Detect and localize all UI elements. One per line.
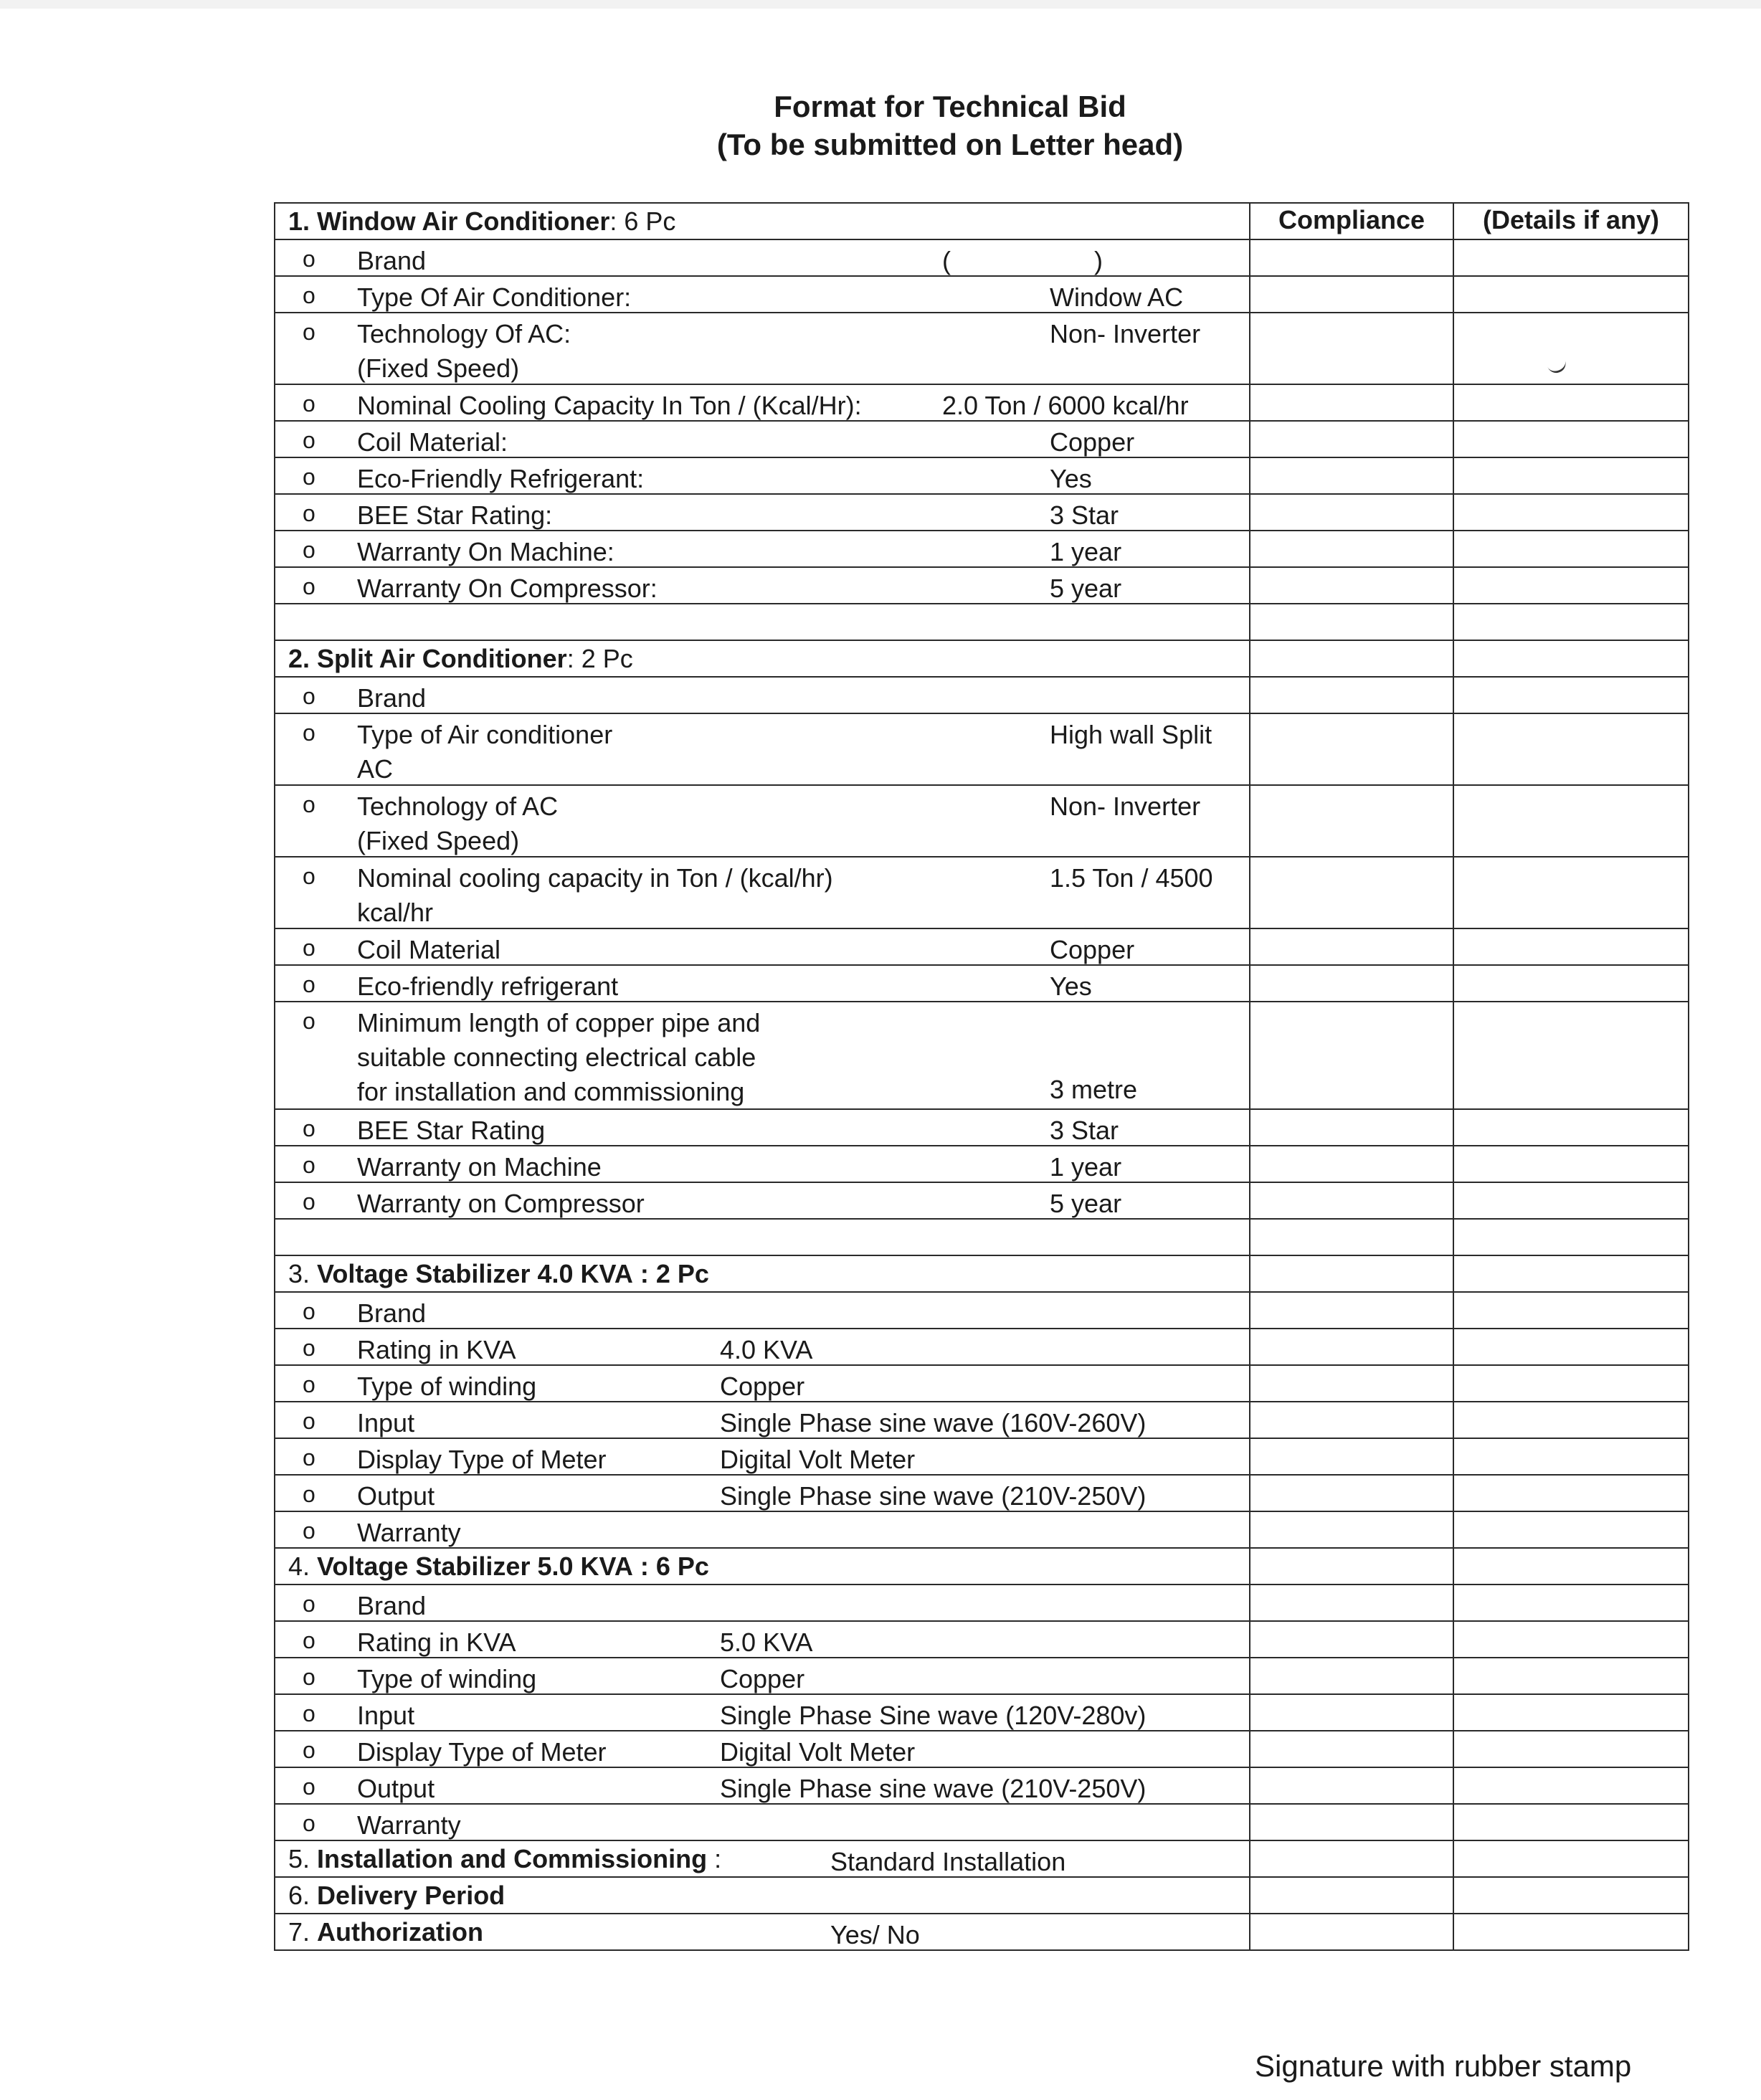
- details-cell[interactable]: [1453, 1329, 1689, 1365]
- document-heading: [0, 87, 1761, 163]
- item-cell: [275, 1731, 1250, 1767]
- item-cell: [275, 1767, 1250, 1804]
- item-label: Warranty On Machine:: [357, 537, 614, 566]
- table-row: [275, 276, 1689, 313]
- details-cell[interactable]: [1453, 276, 1689, 313]
- section-value: Yes/ No: [830, 1920, 920, 1949]
- item-value: 1 year: [1050, 537, 1122, 566]
- compliance-cell[interactable]: [1250, 1804, 1453, 1840]
- item-cell: [275, 1511, 1250, 1548]
- details-cell[interactable]: [1453, 1804, 1689, 1840]
- details-cell[interactable]: [1453, 1255, 1689, 1292]
- item-cell: [275, 928, 1250, 965]
- details-cell[interactable]: [1453, 1914, 1689, 1950]
- section-header-cell: [275, 640, 1250, 677]
- item-label: Warranty On Compressor:: [357, 574, 658, 603]
- item-value: 5 year: [1050, 1189, 1122, 1218]
- table-row: [275, 785, 1689, 857]
- bullet-icon: o: [303, 1518, 315, 1544]
- bullet-icon: o: [303, 1408, 315, 1434]
- compliance-cell[interactable]: [1250, 1621, 1453, 1658]
- item-cell: [275, 457, 1250, 494]
- compliance-cell[interactable]: [1250, 421, 1453, 457]
- item-label: Technology of AC (Fixed Speed): [357, 792, 559, 855]
- details-cell[interactable]: [1453, 1511, 1689, 1548]
- section-number: 5.: [288, 1844, 310, 1873]
- item-label: Brand: [357, 246, 427, 275]
- scan-top-band: [0, 0, 1761, 9]
- compliance-cell[interactable]: [1250, 567, 1453, 604]
- section-value: Standard Installation: [830, 1847, 1066, 1876]
- table-row: [275, 857, 1689, 928]
- section-title: Voltage Stabilizer 5.0 KVA: [317, 1552, 633, 1581]
- item-label: Coil Material:: [357, 427, 508, 457]
- details-cell[interactable]: [1453, 494, 1689, 531]
- table-row: [275, 1438, 1689, 1475]
- compliance-cell[interactable]: [1250, 677, 1453, 713]
- section-colon: :: [714, 1844, 722, 1873]
- details-cell[interactable]: [1453, 567, 1689, 604]
- compliance-cell[interactable]: [1250, 965, 1453, 1002]
- section-row: [275, 1255, 1689, 1292]
- section-row: [275, 1840, 1689, 1877]
- item-cell: [275, 1658, 1250, 1694]
- details-cell[interactable]: [1453, 421, 1689, 457]
- item-label: Warranty: [357, 1518, 461, 1547]
- details-cell[interactable]: [1453, 1365, 1689, 1402]
- item-label: Technology Of AC: (Fixed Speed): [357, 319, 571, 383]
- item-value: Non- Inverter: [1050, 792, 1201, 821]
- item-cell: [275, 1182, 1250, 1219]
- bullet-icon: o: [303, 971, 315, 997]
- section-header-cell: [275, 1877, 1250, 1914]
- item-label: Eco-Friendly Refrigerant:: [357, 464, 645, 493]
- item-cell: [275, 313, 1250, 384]
- item-label: Warranty: [357, 1810, 461, 1840]
- section-title: Installation and Commissioning: [317, 1844, 708, 1873]
- compliance-cell[interactable]: [1250, 1402, 1453, 1438]
- item-cell: [275, 421, 1250, 457]
- bullet-icon: o: [303, 464, 315, 490]
- item-value: 3 Star: [1050, 500, 1119, 530]
- bullet-icon: o: [303, 537, 315, 563]
- section-header-cell: [275, 1255, 1250, 1292]
- table-row: [275, 1584, 1689, 1621]
- details-cell[interactable]: [1453, 1767, 1689, 1804]
- bullet-icon: o: [303, 863, 315, 889]
- details-cell[interactable]: [1453, 965, 1689, 1002]
- table-row: [275, 1621, 1689, 1658]
- details-cell[interactable]: [1453, 1621, 1689, 1658]
- item-value: 4.0 KVA: [720, 1335, 813, 1364]
- spacer-row: [275, 604, 1689, 640]
- item-label: Minimum length of copper pipe and suitable connecting electrical cable for installation and commissioning: [357, 1008, 761, 1106]
- bullet-icon: o: [303, 282, 315, 308]
- compliance-cell[interactable]: [1250, 1002, 1453, 1109]
- item-label: Type of Air conditioner AC: [357, 720, 613, 784]
- item-label: Coil Material: [357, 935, 501, 964]
- brand-blank: ( ): [942, 246, 1103, 275]
- bullet-icon: o: [303, 1701, 315, 1726]
- item-label: Input: [357, 1701, 415, 1730]
- table-row: [275, 1002, 1689, 1109]
- details-cell[interactable]: [1453, 1840, 1689, 1877]
- item-value: Digital Volt Meter: [720, 1445, 916, 1474]
- bullet-icon: o: [303, 1481, 315, 1507]
- section-row: [275, 1877, 1689, 1914]
- bullet-icon: o: [303, 1664, 315, 1690]
- compliance-cell[interactable]: [1250, 1767, 1453, 1804]
- bullet-icon: o: [303, 1372, 315, 1397]
- section-title: Split Air Conditioner: [317, 644, 567, 673]
- item-cell: [275, 239, 1250, 276]
- details-cell[interactable]: [1453, 1002, 1689, 1109]
- compliance-cell[interactable]: [1250, 457, 1453, 494]
- bullet-icon: o: [303, 246, 315, 272]
- compliance-cell[interactable]: [1250, 1914, 1453, 1950]
- item-label: Output: [357, 1774, 435, 1803]
- item-value: 3 metre: [1050, 1075, 1138, 1104]
- details-cell[interactable]: [1453, 1402, 1689, 1438]
- compliance-cell[interactable]: [1250, 531, 1453, 567]
- item-value: Digital Volt Meter: [720, 1737, 916, 1767]
- compliance-cell[interactable]: [1250, 928, 1453, 965]
- table-row: [275, 1658, 1689, 1694]
- compliance-cell[interactable]: [1250, 1329, 1453, 1365]
- item-cell: [275, 1329, 1250, 1365]
- item-value: 5.0 KVA: [720, 1628, 813, 1657]
- table-row: [275, 239, 1689, 276]
- item-label: Eco-friendly refrigerant: [357, 971, 619, 1001]
- compliance-cell[interactable]: [1250, 1840, 1453, 1877]
- item-cell: [275, 1804, 1250, 1840]
- bullet-icon: o: [303, 427, 315, 453]
- section-title: Voltage Stabilizer 4.0 KVA: [317, 1259, 633, 1288]
- table-row: [275, 1694, 1689, 1731]
- item-label: Input: [357, 1408, 415, 1438]
- item-cell: [275, 1584, 1250, 1621]
- bullet-icon: o: [303, 391, 315, 417]
- table-row: [275, 1146, 1689, 1182]
- compliance-cell[interactable]: [1250, 1877, 1453, 1914]
- bullet-icon: o: [303, 574, 315, 599]
- details-cell[interactable]: [1453, 640, 1689, 677]
- compliance-cell[interactable]: [1250, 1365, 1453, 1402]
- details-cell[interactable]: [1453, 1146, 1689, 1182]
- item-label: Brand: [357, 1298, 427, 1328]
- section-number: 1.: [288, 206, 310, 236]
- details-cell[interactable]: [1453, 313, 1689, 384]
- details-cell[interactable]: [1453, 1182, 1689, 1219]
- compliance-cell[interactable]: [1250, 1109, 1453, 1146]
- bullet-icon: o: [303, 1774, 315, 1800]
- item-label: Nominal cooling capacity in Ton / (kcal/hr) kcal/hr: [357, 863, 833, 927]
- compliance-cell[interactable]: [1250, 494, 1453, 531]
- item-cell: [275, 531, 1250, 567]
- item-label: Type of winding: [357, 1664, 537, 1693]
- item-value: Copper: [1050, 935, 1135, 964]
- item-value: Single Phase Sine wave (120V-280v): [720, 1701, 1147, 1730]
- compliance-cell[interactable]: [1250, 1255, 1453, 1292]
- signature-label: Signature with rubber stamp: [1255, 2049, 1632, 2083]
- item-value: 3 Star: [1050, 1116, 1119, 1145]
- item-value: Copper: [720, 1372, 805, 1401]
- bullet-icon: o: [303, 1298, 315, 1324]
- section-quantity: : 6 Pc: [640, 1552, 709, 1581]
- table-row: [275, 421, 1689, 457]
- bullet-icon: o: [303, 319, 315, 345]
- item-value: Yes: [1050, 971, 1092, 1001]
- section-row: [275, 203, 1689, 239]
- section-header-cell: [275, 203, 1250, 239]
- table-row: [275, 713, 1689, 785]
- bullet-icon: o: [303, 1628, 315, 1653]
- table-row: [275, 965, 1689, 1002]
- bullet-icon: o: [303, 1591, 315, 1617]
- section-row: [275, 640, 1689, 677]
- table-row: [275, 1182, 1689, 1219]
- item-label: Brand: [357, 683, 427, 713]
- bullet-icon: o: [303, 1152, 315, 1178]
- details-cell[interactable]: [1453, 531, 1689, 567]
- item-cell: [275, 677, 1250, 713]
- item-label: Rating in KVA: [357, 1628, 516, 1657]
- table-row: [275, 1402, 1689, 1438]
- compliance-cell[interactable]: [1250, 1694, 1453, 1731]
- item-cell: [275, 1402, 1250, 1438]
- item-value: 1.5 Ton / 4500: [1050, 863, 1213, 893]
- section-number: 2.: [288, 644, 310, 673]
- item-value: 2.0 Ton / 6000 kcal/hr: [942, 391, 1189, 420]
- table-row: [275, 1292, 1689, 1329]
- details-cell[interactable]: [1453, 1584, 1689, 1621]
- item-label: Nominal Cooling Capacity In Ton / (Kcal/Hr):: [357, 391, 862, 420]
- details-cell[interactable]: [1453, 1475, 1689, 1511]
- section-row: [275, 1914, 1689, 1950]
- table-row: [275, 928, 1689, 965]
- item-cell: [275, 965, 1250, 1002]
- item-cell: [275, 1438, 1250, 1475]
- compliance-cell[interactable]: [1250, 1731, 1453, 1767]
- details-cell[interactable]: [1453, 1292, 1689, 1329]
- details-cell[interactable]: [1453, 384, 1689, 421]
- item-value: Non- Inverter: [1050, 319, 1201, 348]
- compliance-cell[interactable]: [1250, 713, 1453, 785]
- bullet-icon: o: [303, 1008, 315, 1034]
- details-cell[interactable]: [1453, 1877, 1689, 1914]
- document-subtitle: (To be submitted on Letter head): [716, 128, 1184, 161]
- section-header-cell: [275, 1914, 1250, 1950]
- item-cell: [275, 857, 1250, 928]
- item-label: Type of winding: [357, 1372, 537, 1401]
- item-cell: [275, 384, 1250, 421]
- item-label: BEE Star Rating:: [357, 500, 553, 530]
- compliance-cell[interactable]: [1250, 1584, 1453, 1621]
- bullet-icon: o: [303, 683, 315, 709]
- compliance-cell[interactable]: [1250, 239, 1453, 276]
- item-label: Warranty on Machine: [357, 1152, 602, 1182]
- table-row: [275, 1767, 1689, 1804]
- section-number: 7.: [288, 1917, 310, 1947]
- table-row: [275, 494, 1689, 531]
- bullet-icon: o: [303, 1445, 315, 1471]
- bullet-icon: o: [303, 1810, 315, 1836]
- item-label: Brand: [357, 1591, 427, 1620]
- item-label: Type Of Air Conditioner:: [357, 282, 632, 312]
- item-value: Single Phase sine wave (210V-250V): [720, 1481, 1147, 1511]
- item-cell: [275, 1475, 1250, 1511]
- compliance-cell[interactable]: [1250, 276, 1453, 313]
- compliance-cell[interactable]: [1250, 1475, 1453, 1511]
- item-value: Copper: [720, 1664, 805, 1693]
- table-row: [275, 1475, 1689, 1511]
- details-cell[interactable]: [1453, 1731, 1689, 1767]
- compliance-cell[interactable]: [1250, 1146, 1453, 1182]
- item-label: Display Type of Meter: [357, 1445, 607, 1474]
- section-title: Delivery Period: [317, 1881, 505, 1910]
- section-number: 3.: [288, 1259, 310, 1288]
- item-cell: [275, 785, 1250, 857]
- compliance-cell[interactable]: [1250, 1658, 1453, 1694]
- section-title: Window Air Conditioner: [317, 206, 610, 236]
- compliance-cell[interactable]: [1250, 785, 1453, 857]
- bullet-icon: o: [303, 1335, 315, 1361]
- details-header: (Details if any): [1453, 203, 1689, 239]
- bullet-icon: o: [303, 1189, 315, 1215]
- item-cell: [275, 1292, 1250, 1329]
- item-cell: [275, 1621, 1250, 1658]
- details-cell[interactable]: [1453, 713, 1689, 785]
- table-row: [275, 1731, 1689, 1767]
- table-row: [275, 1329, 1689, 1365]
- item-value: 1 year: [1050, 1152, 1122, 1182]
- item-value: Single Phase sine wave (160V-260V): [720, 1408, 1147, 1438]
- section-header-cell: [275, 1548, 1250, 1584]
- item-value: 5 year: [1050, 574, 1122, 603]
- details-cell[interactable]: [1453, 857, 1689, 928]
- table-row: [275, 677, 1689, 713]
- bullet-icon: o: [303, 792, 315, 817]
- details-cell[interactable]: [1453, 928, 1689, 965]
- bullet-icon: o: [303, 1116, 315, 1141]
- details-cell[interactable]: [1453, 1438, 1689, 1475]
- table-row: [275, 1511, 1689, 1548]
- technical-bid-table: [274, 202, 1689, 1951]
- compliance-cell[interactable]: [1250, 1292, 1453, 1329]
- table-row: [275, 384, 1689, 421]
- item-cell: [275, 1109, 1250, 1146]
- compliance-cell[interactable]: [1250, 1182, 1453, 1219]
- table-row: [275, 457, 1689, 494]
- table-row: [275, 567, 1689, 604]
- item-cell: [275, 1694, 1250, 1731]
- table-row: [275, 1109, 1689, 1146]
- compliance-cell[interactable]: [1250, 1438, 1453, 1475]
- compliance-cell[interactable]: [1250, 313, 1453, 384]
- compliance-cell[interactable]: [1250, 857, 1453, 928]
- table-row: [275, 1804, 1689, 1840]
- item-label: Display Type of Meter: [357, 1737, 607, 1767]
- details-cell[interactable]: [1453, 457, 1689, 494]
- item-cell: [275, 1365, 1250, 1402]
- item-cell: [275, 276, 1250, 313]
- table-row: [275, 1365, 1689, 1402]
- compliance-cell[interactable]: [1250, 640, 1453, 677]
- details-cell[interactable]: [1453, 1658, 1689, 1694]
- item-label: Output: [357, 1481, 435, 1511]
- item-label: Rating in KVA: [357, 1335, 516, 1364]
- bullet-icon: o: [303, 720, 315, 746]
- section-quantity: : 6 Pc: [609, 206, 676, 236]
- compliance-cell[interactable]: [1250, 1548, 1453, 1584]
- section-number: 6.: [288, 1881, 310, 1910]
- pen-mark-icon: [1545, 353, 1568, 376]
- item-cell: [275, 1002, 1250, 1109]
- details-cell[interactable]: [1453, 785, 1689, 857]
- item-value: Yes: [1050, 464, 1092, 493]
- bullet-icon: o: [303, 1737, 315, 1763]
- section-header-cell: [275, 1840, 1250, 1877]
- item-label: BEE Star Rating: [357, 1116, 546, 1145]
- spacer-row: [275, 1219, 1689, 1255]
- item-label: Warranty on Compressor: [357, 1189, 645, 1218]
- details-cell[interactable]: [1453, 1109, 1689, 1146]
- compliance-cell[interactable]: [1250, 1511, 1453, 1548]
- item-cell: [275, 567, 1250, 604]
- item-cell: [275, 1146, 1250, 1182]
- details-cell[interactable]: [1453, 1548, 1689, 1584]
- section-row: [275, 1548, 1689, 1584]
- table-row: [275, 531, 1689, 567]
- item-cell: [275, 494, 1250, 531]
- bullet-icon: o: [303, 500, 315, 526]
- item-value: High wall Split: [1050, 720, 1212, 749]
- item-value: Window AC: [1050, 282, 1184, 312]
- details-cell[interactable]: [1453, 239, 1689, 276]
- section-number: 4.: [288, 1552, 310, 1581]
- item-value: Single Phase sine wave (210V-250V): [720, 1774, 1147, 1803]
- item-cell: [275, 713, 1250, 785]
- bullet-icon: o: [303, 935, 315, 961]
- section-quantity: : 2 Pc: [640, 1259, 709, 1288]
- compliance-cell[interactable]: [1250, 384, 1453, 421]
- details-cell[interactable]: [1453, 1694, 1689, 1731]
- section-quantity: : 2 Pc: [566, 644, 633, 673]
- compliance-header: Compliance: [1250, 203, 1453, 239]
- item-value: Copper: [1050, 427, 1135, 457]
- document-title: Format for Technical Bid: [774, 90, 1126, 123]
- section-title: Authorization: [317, 1917, 484, 1947]
- table-row: [275, 313, 1689, 384]
- details-cell[interactable]: [1453, 677, 1689, 713]
